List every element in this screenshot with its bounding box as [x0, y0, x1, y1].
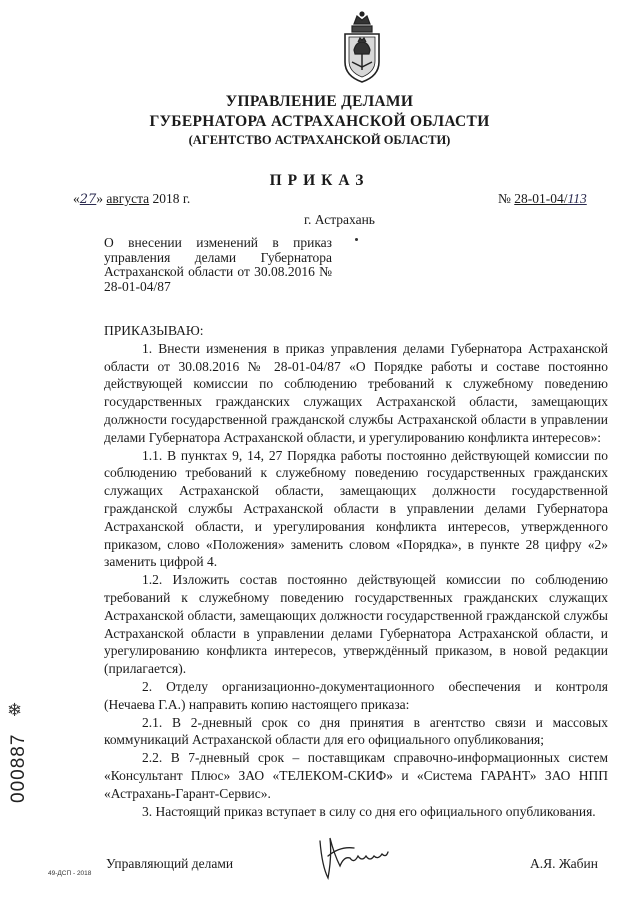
document-subject: О внесении изменений в приказ управления делами Губернатора Астраханской области от 30.08.2016 № 28-01-04/87: [104, 235, 332, 294]
handwritten-signature: [310, 826, 420, 886]
svg-text:000887: 000887: [8, 733, 29, 803]
document-date: [73, 191, 190, 207]
number-value: 28-01-04/: [514, 191, 568, 206]
body-paragraph-1-1: 1.1. В пунктах 9, 14, 27 Порядка работы постоянно действующей комиссии по соблюдению требований к служебному поведению государственных гражданских служащих Астраханской области, замещающих должности государственной гражданской службы Астраханской области в управлении делами Губернатора Астраханской области, и урегулирования конфликта интересов, утвержденного приказом, слово «Положения» заменить словом «Порядка», в пункте 28 цифру «2» заменить цифрой 4.: [104, 447, 608, 570]
document-body: [104, 322, 608, 820]
body-paragraph-1: 1. Внести изменения в приказ управления делами Губернатора Астраханской области от 30.08.2016 № 28-01-04/87 «О Порядке работы и составе постоянно действующей комиссии по соблюдению требований к служебному поведению государственных гражданских служащих Астраханской области, замещающих должности государственной гражданской службы Астраханской области в управлении делами Губернатора Астраханской области, и урегулированию конфликта интересов»:: [104, 340, 608, 445]
body-paragraph-3: 3. Настоящий приказ вступает в силу со дня его официального опубликования.: [142, 803, 596, 819]
date-open-quote: «: [73, 191, 80, 206]
date-month: августа: [106, 191, 150, 206]
number-prefix: №: [498, 191, 511, 206]
body-lead: ПРИКАЗЫВАЮ:: [104, 323, 204, 338]
body-paragraph-2-2: 2.2. В 7-дневный срок – поставщикам справочно-информационных систем «Консультант Плюс» ЗАО «ТЕЛЕКОМ-СКИФ» и «Система ГАРАНТ» ЗАО НПП «Астрахань-Гарант-Сервис».: [104, 750, 608, 801]
city: г. Астрахань: [304, 212, 375, 227]
body-paragraph-2: 2. Отделу организационно-документационного обеспечения и контроля (Нечаева Г.А.) направить копию настоящего приказа:: [104, 678, 608, 712]
org-name-line2: ГУБЕРНАТОРА АСТРАХАНСКОЙ ОБЛАСТИ: [149, 113, 490, 130]
org-name-line1: УПРАВЛЕНИЕ ДЕЛАМИ: [225, 93, 414, 110]
org-name-line3: (АГЕНТСТВО АСТРАХАНСКОЙ ОБЛАСТИ): [188, 133, 451, 147]
number-suffix: 113: [567, 191, 587, 206]
date-close-quote: »: [96, 191, 104, 206]
stamp-number: [4, 725, 32, 805]
document-number: [498, 191, 587, 207]
snowflake-icon: ❄: [7, 700, 23, 720]
stray-mark: [355, 238, 358, 241]
footer-code: 49-ДСП - 2018: [48, 870, 92, 877]
coat-of-arms-emblem: [337, 10, 387, 88]
signatory-name: А.Я. Жабин: [530, 856, 598, 871]
body-paragraph-1-2: 1.2. Изложить состав постоянно действующей комиссии по соблюдению требований к служебному поведению государственных гражданских служащих Астраханской области, замещающих должности государственной гражданской службы Астраханской области в управлении делами Губернатора Астраханской области, и урегулированию конфликта интересов, утверждённый приказом, в новой редакции (прилагается).: [104, 572, 608, 677]
body-paragraph-2-1: 2.1. В 2-дневный срок со дня принятия в агентство связи и массовых коммуникаций Астраханской области для его официального опубликования;: [104, 714, 608, 748]
signatory-role: Управляющий делами: [106, 856, 234, 871]
date-year: 2018 г.: [152, 191, 191, 206]
date-day: 27: [79, 192, 97, 207]
document-type-title: ПРИКАЗ: [269, 172, 370, 189]
